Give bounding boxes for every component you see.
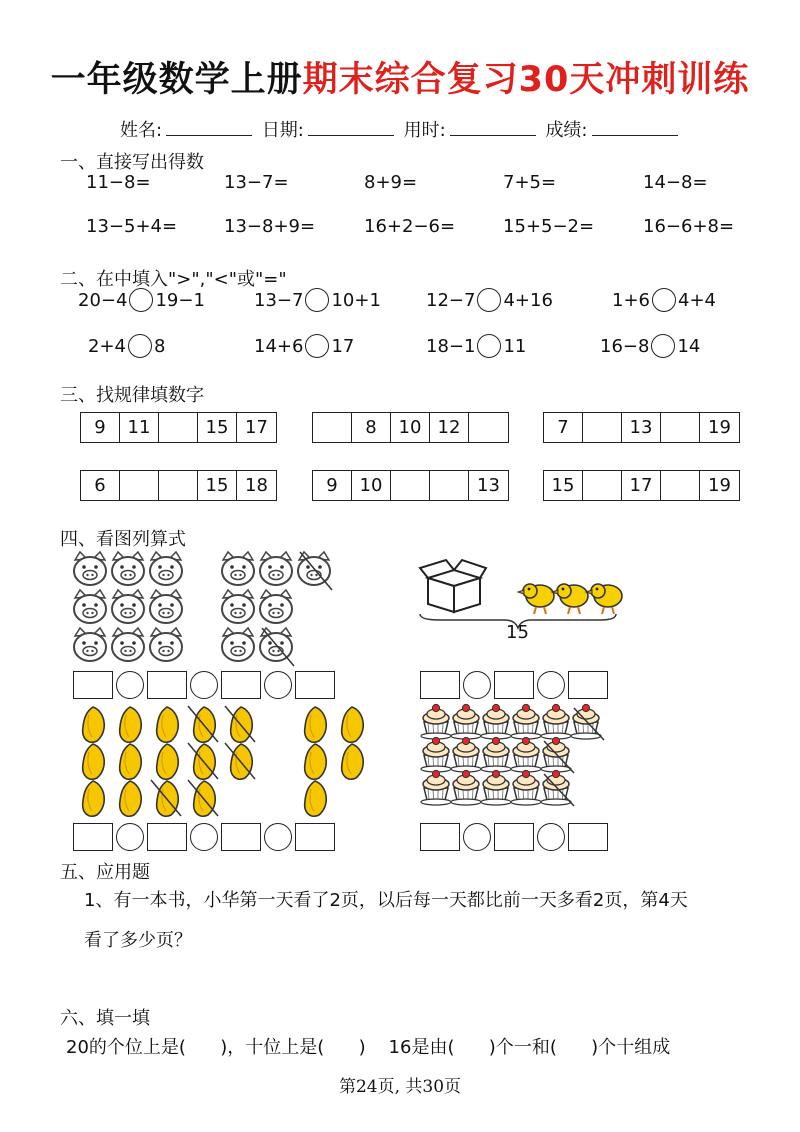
calc-item: 14−8= (643, 172, 708, 193)
pig-face-icon (222, 552, 254, 585)
pig-face-icon (74, 628, 106, 661)
operator-circle[interactable] (537, 671, 565, 699)
compare-left: 13−7 (254, 289, 304, 311)
compare-left: 18−1 (426, 335, 476, 357)
compare-right: 8 (154, 335, 166, 357)
operator-circle[interactable] (190, 823, 218, 851)
equation-row (420, 822, 608, 852)
sequence-cell: 6 (81, 471, 120, 500)
fill-blank-text: 20的个位上是( )，十位上是( ) 16是由( )个一和( )个十组成 (66, 1037, 671, 1058)
calc-item: 11−8= (86, 172, 151, 193)
calc-item: 16−6+8= (643, 216, 735, 237)
sequence-cell: 15 (198, 413, 237, 442)
date-label: 日期: (261, 120, 304, 141)
compare-right: 4+16 (503, 289, 553, 311)
compare-right: 14 (677, 335, 701, 357)
operator-circle[interactable] (190, 671, 218, 699)
sequence-cell: 17 (622, 471, 661, 500)
operator-circle[interactable] (116, 823, 144, 851)
cupcake-icon (451, 704, 481, 739)
sequence-cell: 9 (313, 471, 352, 500)
cupcake-icon (481, 704, 511, 739)
total-label: 15 (506, 622, 529, 643)
compare-left: 2+4 (88, 335, 126, 357)
chick-icon (586, 584, 622, 614)
mango-icon (83, 707, 105, 742)
mango-icon (157, 744, 179, 779)
sequence-cell: 15 (198, 471, 237, 500)
calc-item: 16+2−6= (364, 216, 456, 237)
section2-heading: 二、在中填入">","<"或"=" (60, 269, 287, 290)
pig-face-icon (150, 628, 182, 661)
cupcake-icon (421, 737, 451, 772)
cupcake-icon (511, 704, 541, 739)
pig-face-icon (222, 590, 254, 623)
pig-face-icon (260, 552, 292, 585)
equation-row (420, 670, 608, 700)
pig-face-icon (112, 590, 144, 623)
compare-left: 12−7 (426, 289, 476, 311)
cupcake-icon (451, 770, 481, 805)
answer-box[interactable] (568, 823, 608, 851)
pig-face-icon (150, 590, 182, 623)
page-number: 第24页, 共30页 (338, 1077, 462, 1097)
answer-box[interactable] (73, 671, 113, 699)
answer-box[interactable] (568, 671, 608, 699)
answer-box[interactable] (147, 823, 187, 851)
pig-face-icon (74, 552, 106, 585)
cupcake-icon (541, 704, 571, 739)
answer-box[interactable] (494, 823, 534, 851)
mango-icon (120, 744, 142, 779)
cupcake-icon (421, 770, 451, 805)
compare-right: 10+1 (331, 289, 381, 311)
answer-box[interactable] (221, 671, 261, 699)
mango-icon (342, 707, 364, 742)
section5-heading: 五、应用题 (60, 862, 150, 883)
sequence-cell: 13 (477, 475, 500, 496)
calc-item: 13−7= (224, 172, 289, 193)
sequence-cell: 13 (622, 413, 661, 442)
compare-left: 14+6 (254, 335, 304, 357)
section3-heading: 三、找规律填数字 (60, 385, 204, 406)
problem-text: 1、有一本书，小华第一天看了2页，以后每一天都比前一天多看2页，第4天 (84, 890, 688, 911)
sequence-cell: 9 (81, 413, 120, 442)
cupcake-icon (481, 737, 511, 772)
sequence-cell: 12 (430, 413, 469, 442)
title-black: 一年级数学上册 (50, 60, 303, 100)
calc-item: 7+5= (503, 172, 557, 193)
mango-icon (157, 707, 179, 742)
mango-icon (305, 707, 327, 742)
compare-left: 20−4 (78, 289, 128, 311)
cupcake-icon (421, 704, 451, 739)
pig-face-icon (112, 628, 144, 661)
pig-face-icon (112, 552, 144, 585)
mango-icon (83, 781, 105, 816)
operator-circle[interactable] (116, 671, 144, 699)
answer-box[interactable] (494, 671, 534, 699)
pig-face-icon (260, 590, 292, 623)
chick-icon (552, 584, 588, 614)
answer-box[interactable] (420, 671, 460, 699)
calc-item: 13−8+9= (224, 216, 316, 237)
problem-text: 看了多少页？ (84, 930, 192, 951)
mango-icon (83, 744, 105, 779)
pig-face-icon (74, 590, 106, 623)
sequence-cell: 8 (352, 413, 391, 442)
mango-icon (120, 707, 142, 742)
pig-face-icon (222, 628, 254, 661)
section6-heading: 六、填一填 (60, 1008, 150, 1029)
cupcake-icon (511, 737, 541, 772)
sequence-cell: 17 (245, 417, 268, 438)
title-red: 期末综合复习30天冲刺训练 (302, 60, 750, 100)
operator-circle[interactable] (264, 671, 292, 699)
compare-right: 17 (331, 335, 355, 357)
cupcake-icon (481, 770, 511, 805)
answer-box[interactable] (295, 671, 335, 699)
mango-icon (120, 781, 142, 816)
chick-icon (518, 584, 554, 614)
pig-face-icon (150, 552, 182, 585)
calc-item: 8+9= (364, 172, 418, 193)
mango-icon (342, 744, 364, 779)
score-label: 成绩: (545, 120, 588, 141)
compare-left: 16−8 (600, 335, 650, 357)
operator-circle[interactable] (537, 823, 565, 851)
sequence-cell: 11 (120, 413, 159, 442)
compare-left: 1+6 (612, 289, 650, 311)
section1-heading: 一、直接写出得数 (60, 152, 204, 173)
sequence-cell: 10 (391, 413, 430, 442)
time-label: 用时: (403, 120, 446, 141)
section4-heading: 四、看图列算式 (60, 529, 186, 550)
operator-circle[interactable] (264, 823, 292, 851)
calc-item: 13−5+4= (86, 216, 178, 237)
operator-circle[interactable] (463, 823, 491, 851)
equation-row (73, 670, 335, 700)
cupcake-icon (511, 770, 541, 805)
sequence-cell: 18 (245, 475, 268, 496)
compare-right: 11 (503, 335, 527, 357)
sequence-cell: 10 (352, 471, 391, 500)
sequence-cell: 19 (708, 475, 731, 496)
mango-icon (305, 781, 327, 816)
answer-box[interactable] (221, 823, 261, 851)
answer-box[interactable] (73, 823, 113, 851)
sequence-cell: 15 (544, 471, 583, 500)
sequence-cell: 7 (544, 413, 583, 442)
cupcake-icon (451, 737, 481, 772)
box-icon (420, 560, 486, 612)
sequence-cell: 19 (708, 417, 731, 438)
compare-right: 4+4 (678, 289, 716, 311)
equation-row (73, 822, 335, 852)
answer-box[interactable] (295, 823, 335, 851)
answer-box[interactable] (147, 671, 187, 699)
compare-right: 19−1 (155, 289, 205, 311)
answer-box[interactable] (420, 823, 460, 851)
name-label: 姓名: (120, 120, 163, 141)
calc-item: 15+5−2= (503, 216, 595, 237)
operator-circle[interactable] (463, 671, 491, 699)
mango-icon (305, 744, 327, 779)
